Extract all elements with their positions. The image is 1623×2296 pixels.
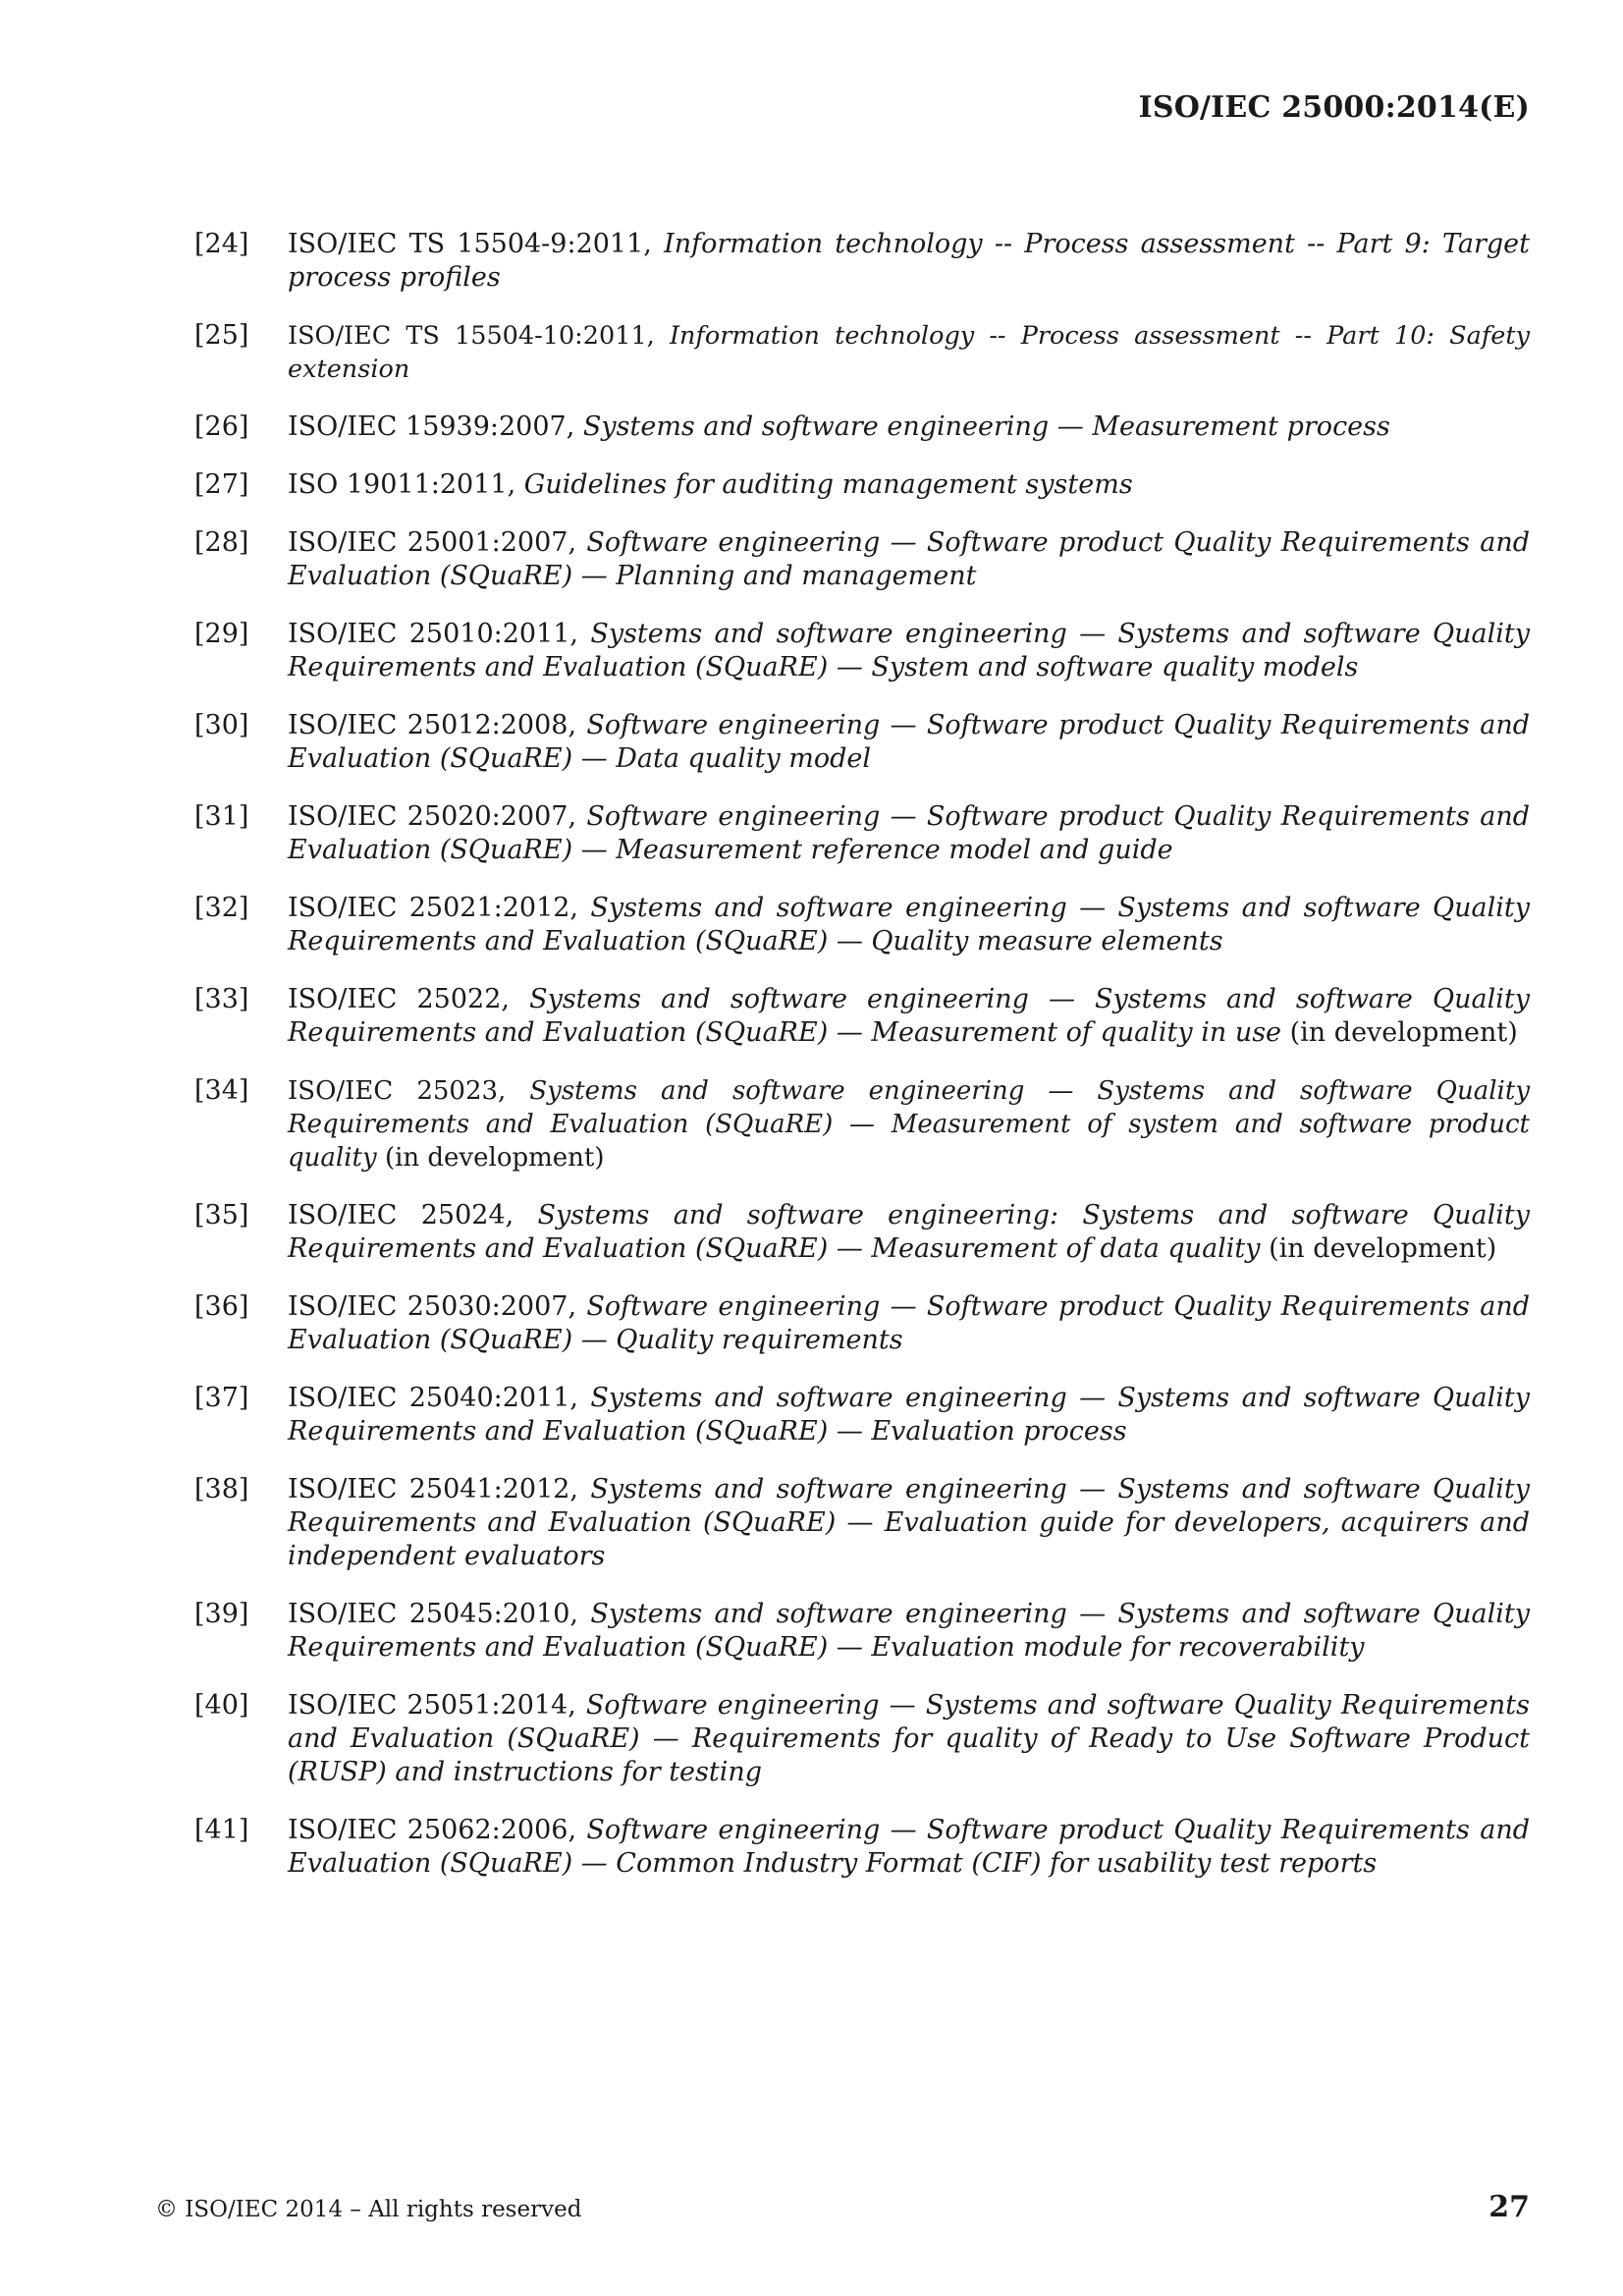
- bibliography-entry: [194, 1689, 1530, 1789]
- standard-id: ISO/IEC 25024,: [288, 1200, 514, 1230]
- reference-number: [41]: [194, 1815, 249, 1845]
- reference-text: [288, 468, 1530, 502]
- reference-text: [288, 1473, 1530, 1573]
- reference-number: [38]: [194, 1474, 249, 1504]
- reference-number: [30]: [194, 710, 249, 740]
- standard-title: Systems and software engineering — Systems and software Quality Requirements and Evaluation (SQuaRE) — Measurement of quality in use: [288, 984, 1530, 1048]
- standard-title: Guidelines for auditing management systems: [523, 469, 1133, 500]
- reference-text: [288, 410, 1530, 444]
- reference-text: [288, 1689, 1530, 1789]
- reference-number: [40]: [194, 1690, 249, 1721]
- standard-id: ISO/IEC TS 15504-9:2011,: [288, 229, 652, 259]
- reference-text: [288, 1598, 1530, 1665]
- standard-title: Information technology -- Process assessment -- Part 10: Safety extension: [288, 321, 1531, 384]
- bibliography-entry: [194, 228, 1530, 295]
- copyright-notice: © ISO/IEC 2014 – All rights reserved: [155, 2197, 582, 2222]
- bibliography-list: [194, 228, 1530, 1905]
- reference-text: [288, 228, 1530, 295]
- bibliography-entry: [194, 892, 1530, 958]
- standard-id: ISO/IEC 25001:2007,: [288, 527, 577, 558]
- bibliography-entry: [194, 1199, 1530, 1266]
- reference-text: [288, 892, 1530, 958]
- reference-text: [288, 526, 1530, 593]
- standard-id: ISO/IEC 25010:2011,: [288, 619, 579, 649]
- bibliography-entry: [194, 319, 1530, 386]
- standard-title: Software engineering — Software product Quality Requirements and Evaluation (SQuaRE) — Planning and management: [288, 527, 1530, 591]
- standard-title: Systems and software engineering — Systems and software Quality Requirements and Evaluation (SQuaRE) — Evaluation module for recoverability: [288, 1599, 1530, 1663]
- reference-number: [36]: [194, 1291, 249, 1322]
- reference-number: [29]: [194, 619, 249, 649]
- bibliography-entry: [194, 1814, 1530, 1881]
- standard-title: Software engineering — Systems and software Quality Requirements and Evaluation (SQuaRE) — Requirements for quality of Ready to Use Software Product (RUSP) and instructions for testing: [288, 1690, 1531, 1787]
- standard-title: Software engineering — Software product Quality Requirements and Evaluation (SQuaRE) — Quality requirements: [288, 1291, 1530, 1355]
- reference-text: [288, 800, 1530, 867]
- standard-id: ISO/IEC 25021:2012,: [288, 893, 579, 923]
- reference-number: [32]: [194, 893, 249, 923]
- reference-text: [288, 1814, 1530, 1881]
- standard-title: Systems and software engineering — Systems and software Quality Requirements and Evaluation (SQuaRE) — Quality measure elements: [288, 893, 1530, 957]
- bibliography-entry: [194, 1473, 1530, 1573]
- reference-number: [33]: [194, 984, 249, 1014]
- reference-text: [288, 319, 1530, 386]
- standard-id: ISO/IEC 15939:2007,: [288, 411, 575, 442]
- standard-id: ISO/IEC 25030:2007,: [288, 1291, 577, 1322]
- reference-text: [288, 1290, 1530, 1357]
- development-note: (in development): [1289, 1017, 1518, 1048]
- bibliography-entry: [194, 983, 1530, 1050]
- standard-id: ISO/IEC 25023,: [288, 1076, 507, 1106]
- standard-title: Systems and software engineering: Systems and software Quality Requirements and Evaluation (SQuaRE) — Measurement of data quality: [288, 1200, 1530, 1264]
- reference-number: [35]: [194, 1200, 249, 1230]
- standard-id: ISO/IEC 25062:2006,: [288, 1815, 577, 1845]
- bibliography-entry: [194, 618, 1530, 684]
- standard-title: Software engineering — Software product Quality Requirements and Evaluation (SQuaRE) — Measurement reference model and guide: [288, 801, 1530, 865]
- bibliography-entry: [194, 1074, 1530, 1175]
- document-id-header: ISO/IEC 25000:2014(E): [1138, 90, 1530, 125]
- standard-title: Systems and software engineering — Systems and software Quality Requirements and Evaluation (SQuaRE) — Evaluation process: [288, 1383, 1530, 1447]
- standard-title: Software engineering — Software product Quality Requirements and Evaluation (SQuaRE) — Data quality model: [288, 710, 1530, 774]
- standard-title: Systems and software engineering — Systems and software Quality Requirements and Evaluation (SQuaRE) — Evaluation guide for developers, acquirers and independent evaluators: [288, 1474, 1530, 1571]
- reference-number: [31]: [194, 801, 249, 832]
- standard-title: Systems and software engineering — Measurement process: [582, 411, 1390, 442]
- bibliography-entry: [194, 468, 1530, 502]
- standard-id: ISO/IEC 25051:2014,: [288, 1690, 576, 1721]
- standard-id: ISO 19011:2011,: [288, 469, 516, 500]
- reference-number: [34]: [194, 1075, 249, 1106]
- development-note: (in development): [384, 1143, 605, 1173]
- reference-number: [39]: [194, 1599, 249, 1629]
- bibliography-entry: [194, 800, 1530, 867]
- reference-number: [24]: [194, 229, 249, 259]
- reference-text: [288, 1199, 1530, 1266]
- standard-id: ISO/IEC 25020:2007,: [288, 801, 577, 832]
- standard-title: Software engineering — Software product Quality Requirements and Evaluation (SQuaRE) — Common Industry Format (CIF) for usability test reports: [288, 1815, 1530, 1879]
- bibliography-entry: [194, 1382, 1530, 1449]
- standard-title: Systems and software engineering — Systems and software Quality Requirements and Evaluation (SQuaRE) — System and software quality models: [288, 619, 1530, 683]
- reference-text: [288, 1074, 1530, 1175]
- reference-number: [27]: [194, 469, 249, 500]
- reference-number: [26]: [194, 411, 249, 442]
- standard-id: ISO/IEC 25022,: [288, 984, 510, 1014]
- reference-text: [288, 709, 1530, 776]
- bibliography-entry: [194, 410, 1530, 444]
- bibliography-entry: [194, 709, 1530, 776]
- bibliography-entry: [194, 526, 1530, 593]
- standard-id: ISO/IEC TS 15504-10:2011,: [288, 321, 655, 351]
- standard-title: Information technology -- Process assessment -- Part 9: Target process profiles: [288, 229, 1530, 293]
- development-note: (in development): [1269, 1233, 1497, 1264]
- standard-id: ISO/IEC 25041:2012,: [288, 1474, 579, 1504]
- standard-id: ISO/IEC 25012:2008,: [288, 710, 577, 740]
- standard-id: ISO/IEC 25040:2011,: [288, 1383, 579, 1413]
- bibliography-entry: [194, 1290, 1530, 1357]
- reference-number: [28]: [194, 527, 249, 558]
- reference-text: [288, 1382, 1530, 1449]
- reference-number: [37]: [194, 1383, 249, 1413]
- reference-text: [288, 618, 1530, 684]
- reference-number: [25]: [194, 320, 249, 351]
- standard-id: ISO/IEC 25045:2010,: [288, 1599, 579, 1629]
- reference-text: [288, 983, 1530, 1050]
- standard-title: Systems and software engineering — Systems and software Quality Requirements and Evaluation (SQuaRE) — Measurement of system and software product quality: [288, 1076, 1531, 1173]
- page-number: 27: [1488, 2190, 1530, 2224]
- bibliography-entry: [194, 1598, 1530, 1665]
